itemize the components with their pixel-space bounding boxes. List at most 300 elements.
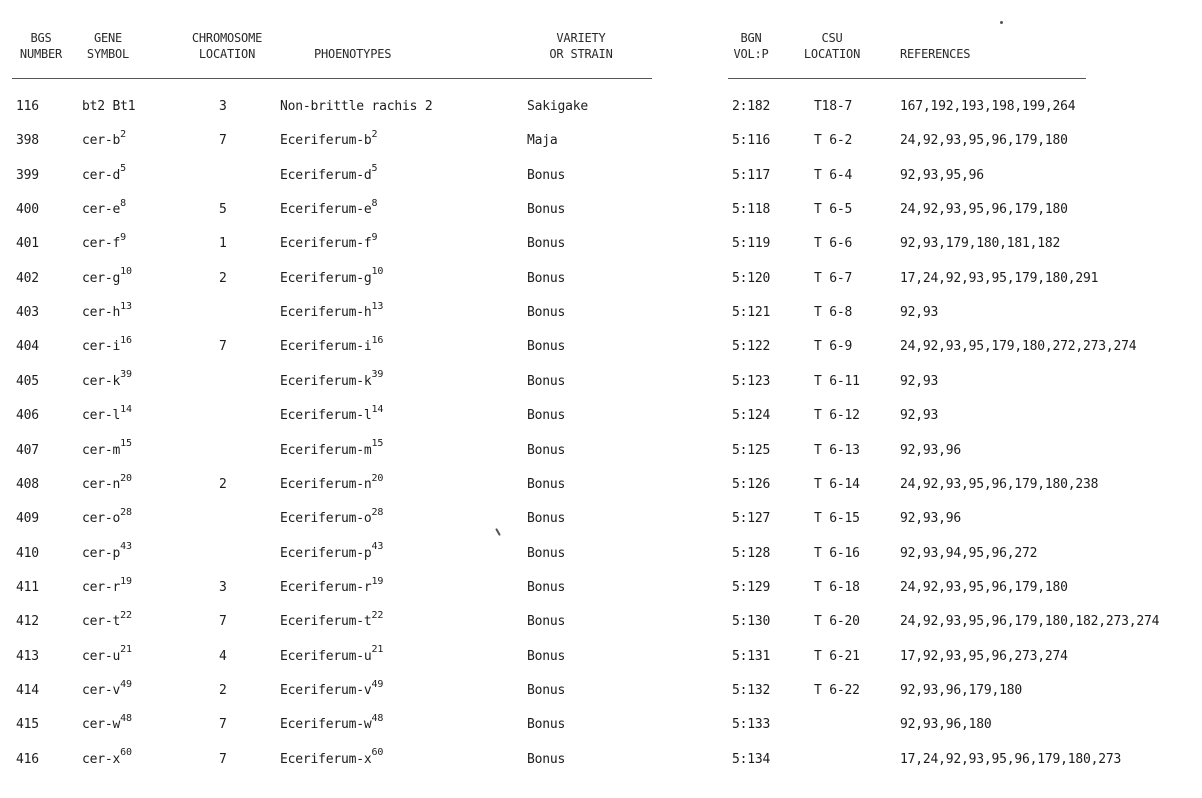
cell-references xyxy=(900,97,1075,117)
cell-bgs-number-text: 409 xyxy=(16,511,39,527)
cell-gene-symbol-superscript: 43 xyxy=(120,541,132,553)
cell-phenotype-superscript: 22 xyxy=(371,609,384,621)
cell-gene-symbol xyxy=(82,163,126,186)
cell-bgn-vol-p-text: 5:133 xyxy=(732,717,771,733)
cell-bgn-vol-p xyxy=(732,131,770,151)
table-row xyxy=(0,575,1202,612)
cell-phenotype-text: Eceriferum-k xyxy=(280,373,372,389)
cell-gene-symbol xyxy=(82,131,126,151)
table-row xyxy=(0,266,1202,303)
cell-csu-location xyxy=(814,337,852,357)
cell-chromosome-location xyxy=(219,715,227,735)
header-rule-left xyxy=(12,78,652,79)
cell-phenotype-superscript: 48 xyxy=(371,712,384,724)
cell-chromosome-location-text: 7 xyxy=(219,339,227,355)
cell-gene-symbol-text: cer-h xyxy=(82,305,121,321)
cell-references xyxy=(900,715,992,735)
cell-gene-symbol-text: cer-t xyxy=(82,614,121,630)
cell-bgs-number xyxy=(16,475,39,495)
cell-chromosome-location-text: 7 xyxy=(219,133,227,149)
cell-variety-text: Bonus xyxy=(527,682,566,698)
cell-phenotype xyxy=(280,747,384,770)
cell-references-text: 167,192,193,198,199,264 xyxy=(900,99,1076,114)
cell-phenotype-superscript: 2 xyxy=(371,129,378,141)
cell-phenotype-text: Eceriferum-i xyxy=(280,339,372,355)
cell-csu-location xyxy=(814,544,860,564)
cell-references xyxy=(900,131,1068,151)
cell-references xyxy=(900,372,938,392)
cell-csu-location-text: T 6-13 xyxy=(814,442,860,458)
cell-phenotype-superscript: 20 xyxy=(371,472,384,484)
cell-chromosome-location-text: 2 xyxy=(219,476,227,492)
cell-csu-location-text: T 6-15 xyxy=(814,511,860,527)
cell-variety xyxy=(527,441,565,461)
cell-bgs-number-text: 414 xyxy=(16,682,39,698)
cell-variety-text: Bonus xyxy=(527,614,566,630)
cell-variety xyxy=(527,200,565,220)
cell-bgn-vol-p xyxy=(732,647,770,667)
cell-variety xyxy=(527,406,565,426)
cell-gene-symbol-superscript: 49 xyxy=(120,678,132,690)
cell-references-text: 92,93 xyxy=(900,373,939,389)
cell-variety-text: Bonus xyxy=(527,648,566,664)
cell-csu-location xyxy=(814,269,852,289)
cell-bgs-number xyxy=(16,647,39,667)
cell-gene-symbol-text: cer-i xyxy=(82,339,121,355)
cell-gene-symbol-superscript: 14 xyxy=(120,403,132,415)
header-chromosome-location: CHROMOSOME LOCATION xyxy=(191,31,263,61)
cell-bgn-vol-p xyxy=(732,303,770,323)
cell-references-text: 92,93,96 xyxy=(900,511,962,527)
cell-variety xyxy=(527,715,565,735)
cell-variety-text: Bonus xyxy=(527,270,566,286)
cell-gene-symbol xyxy=(82,234,126,254)
cell-bgs-number xyxy=(16,681,39,701)
cell-chromosome-location xyxy=(219,612,227,632)
cell-phenotype-superscript: 43 xyxy=(371,541,384,553)
cell-phenotype-text: Eceriferum-h xyxy=(280,305,372,321)
cell-csu-location-text: T 6-20 xyxy=(814,614,860,630)
cell-gene-symbol-superscript: 9 xyxy=(120,232,126,244)
cell-csu-location-text: T 6-2 xyxy=(814,133,853,149)
cell-csu-location-text: T 6-12 xyxy=(814,408,860,424)
cell-phenotype xyxy=(280,438,384,461)
cell-bgs-number xyxy=(16,750,39,770)
cell-variety-text: Bonus xyxy=(527,373,566,389)
cell-csu-location xyxy=(814,578,860,598)
header-rule-right xyxy=(728,78,1086,79)
cell-phenotype-text: Eceriferum-p xyxy=(280,545,372,561)
cell-chromosome-location-text: 3 xyxy=(219,99,227,114)
cell-references xyxy=(900,303,938,323)
cell-gene-symbol-superscript: 13 xyxy=(120,300,132,312)
table-row xyxy=(0,369,1202,406)
cell-csu-location xyxy=(814,647,860,667)
cell-gene-symbol xyxy=(82,644,132,667)
cell-bgn-vol-p-text: 5:118 xyxy=(732,202,771,218)
table-row xyxy=(0,234,1202,268)
cell-gene-symbol xyxy=(82,506,132,529)
cell-gene-symbol-text: cer-m xyxy=(82,442,121,458)
cell-bgn-vol-p xyxy=(732,372,770,392)
cell-chromosome-location xyxy=(219,200,227,220)
cell-bgs-number-text: 403 xyxy=(16,305,39,321)
cell-csu-location-text: T 6-9 xyxy=(814,339,853,355)
cell-phenotype-superscript: 10 xyxy=(371,266,384,278)
cell-bgs-number-text: 411 xyxy=(16,579,39,595)
cell-bgn-vol-p-text: 5:128 xyxy=(732,545,771,561)
cell-csu-location-text: T 6-5 xyxy=(814,202,853,218)
cell-phenotype-superscript: 60 xyxy=(371,747,384,759)
cell-bgs-number xyxy=(16,131,39,151)
cell-chromosome-location-text: 2 xyxy=(219,682,227,698)
cell-gene-symbol xyxy=(82,300,132,323)
cell-phenotype xyxy=(280,266,384,289)
cell-bgn-vol-p-text: 5:121 xyxy=(732,305,771,321)
cell-variety-text: Bonus xyxy=(527,236,566,252)
cell-references-text: 24,92,93,95,96,179,180,238 xyxy=(900,476,1099,492)
cell-gene-symbol xyxy=(82,337,132,357)
cell-chromosome-location-text: 5 xyxy=(219,202,227,218)
cell-bgn-vol-p-text: 5:119 xyxy=(732,236,771,252)
cell-chromosome-location xyxy=(219,578,227,598)
cell-bgn-vol-p xyxy=(732,544,770,564)
cell-bgn-vol-p-text: 5:129 xyxy=(732,579,771,595)
cell-bgs-number xyxy=(16,97,39,117)
cell-gene-symbol xyxy=(82,197,126,220)
cell-csu-location-text: T 6-21 xyxy=(814,648,860,664)
table-row xyxy=(0,506,1202,543)
cell-phenotype xyxy=(280,678,384,701)
cell-bgn-vol-p-text: 5:134 xyxy=(732,751,771,767)
cell-bgs-number xyxy=(16,509,39,529)
cell-csu-location xyxy=(814,681,860,701)
cell-phenotype xyxy=(280,131,377,151)
cell-bgn-vol-p-text: 5:123 xyxy=(732,373,771,389)
cell-variety-text: Bonus xyxy=(527,511,566,527)
cell-variety xyxy=(527,166,565,186)
cell-phenotype-superscript: 21 xyxy=(371,644,384,656)
cell-phenotype-text: Non-brittle rachis 2 xyxy=(280,99,433,114)
cell-bgn-vol-p-text: 5:122 xyxy=(732,339,771,355)
cell-csu-location-text: T 6-22 xyxy=(814,682,860,698)
cell-phenotype xyxy=(280,472,384,495)
cell-bgn-vol-p-text: 5:132 xyxy=(732,682,771,698)
cell-variety-text: Bonus xyxy=(527,167,566,183)
cell-references xyxy=(900,441,961,461)
table-row xyxy=(0,337,1202,371)
cell-variety-text: Bonus xyxy=(527,545,566,561)
cell-gene-symbol-text: cer-x xyxy=(82,751,121,767)
header-csu-location: CSU LOCATION xyxy=(803,31,861,61)
cell-gene-symbol-text: cer-o xyxy=(82,511,121,527)
cell-phenotype-superscript: 49 xyxy=(371,678,384,690)
cell-bgn-vol-p xyxy=(732,612,770,632)
cell-gene-symbol xyxy=(82,438,132,461)
cell-phenotype-superscript: 5 xyxy=(371,163,378,175)
cell-gene-symbol-superscript: 60 xyxy=(120,747,132,759)
table-row xyxy=(0,472,1202,509)
cell-references xyxy=(900,475,1098,495)
cell-bgs-number xyxy=(16,337,39,357)
cell-references xyxy=(900,544,1037,564)
header-variety-or-strain: VARIETY OR STRAIN xyxy=(549,31,613,61)
cell-references xyxy=(900,750,1121,770)
cell-phenotype xyxy=(280,609,384,632)
cell-bgs-number xyxy=(16,612,39,632)
cell-gene-symbol-superscript: 5 xyxy=(120,163,126,175)
cell-references-text: 92,93,96,179,180 xyxy=(900,682,1023,698)
cell-bgn-vol-p xyxy=(732,406,770,426)
cell-variety xyxy=(527,97,588,117)
cell-variety-text: Bonus xyxy=(527,305,566,321)
table-row xyxy=(0,644,1202,681)
cell-csu-location xyxy=(814,131,852,151)
header-bgn-vol-p: BGN VOL:P xyxy=(733,31,769,61)
cell-variety xyxy=(527,612,565,632)
cell-chromosome-location xyxy=(219,269,227,289)
cell-variety-text: Maja xyxy=(527,133,558,149)
cell-bgn-vol-p xyxy=(732,475,770,495)
cell-references xyxy=(900,647,1068,667)
cell-references-text: 24,92,93,95,96,179,180 xyxy=(900,133,1068,149)
cell-references xyxy=(900,234,1060,254)
cell-bgs-number-text: 413 xyxy=(16,648,39,664)
cell-phenotype xyxy=(280,163,378,186)
cell-references-text: 92,93 xyxy=(900,305,939,321)
cell-bgn-vol-p xyxy=(732,97,770,117)
cell-bgs-number xyxy=(16,372,39,392)
header-references: REFERENCES xyxy=(900,47,971,61)
cell-variety-text: Bonus xyxy=(527,476,566,492)
cell-phenotype-text: Eceriferum-l xyxy=(280,408,372,424)
cell-gene-symbol-text: cer-n xyxy=(82,476,121,492)
cell-bgn-vol-p xyxy=(732,509,770,529)
cell-gene-symbol-superscript: 2 xyxy=(120,129,126,141)
cell-bgs-number-text: 400 xyxy=(16,202,39,218)
cell-chromosome-location-text: 7 xyxy=(219,751,227,767)
cell-gene-symbol xyxy=(82,712,132,735)
cell-gene-symbol-superscript: 48 xyxy=(120,712,132,724)
cell-gene-symbol xyxy=(82,609,132,632)
cell-phenotype-superscript: 8 xyxy=(371,197,378,209)
cell-references-text: 92,93 xyxy=(900,408,939,424)
header-bgs-number: BGS NUMBER xyxy=(19,31,63,61)
cell-phenotype-text: Eceriferum-x xyxy=(280,751,372,767)
cell-bgs-number xyxy=(16,715,39,735)
cell-chromosome-location-text: 7 xyxy=(219,717,227,733)
header-gene-symbol: GENE SYMBOL xyxy=(86,31,130,61)
cell-variety xyxy=(527,303,565,323)
cell-gene-symbol-text: cer-u xyxy=(82,648,121,664)
cell-variety xyxy=(527,475,565,495)
cell-gene-symbol xyxy=(82,369,132,392)
cell-bgs-number-text: 410 xyxy=(16,545,39,561)
cell-gene-symbol xyxy=(82,678,132,701)
cell-variety-text: Bonus xyxy=(527,579,566,595)
cell-bgs-number-text: 407 xyxy=(16,442,39,458)
cell-gene-symbol-text: cer-l xyxy=(82,408,121,424)
cell-bgn-vol-p-text: 5:120 xyxy=(732,270,771,286)
cell-bgn-vol-p xyxy=(732,750,770,770)
cell-chromosome-location xyxy=(219,681,227,701)
cell-bgn-vol-p-text: 5:131 xyxy=(732,648,771,664)
cell-bgs-number-text: 404 xyxy=(16,339,39,355)
cell-csu-location-text: T 6-16 xyxy=(814,545,860,561)
header-phenotypes: PHOENOTYPES xyxy=(314,47,392,61)
cell-csu-location-text: T 6-18 xyxy=(814,579,860,595)
cell-phenotype xyxy=(280,541,384,564)
cell-gene-symbol xyxy=(82,747,132,770)
cell-gene-symbol-superscript: 16 xyxy=(120,335,132,347)
cell-references-text: 17,24,92,93,95,96,179,180,273 xyxy=(900,751,1122,767)
cell-gene-symbol-text: cer-p xyxy=(82,545,121,561)
cell-gene-symbol-superscript: 21 xyxy=(120,644,132,656)
table-row xyxy=(0,403,1202,440)
cell-bgs-number-text: 116 xyxy=(16,99,39,114)
cell-phenotype-text: Eceriferum-b xyxy=(280,133,372,149)
cell-chromosome-location-text: 1 xyxy=(219,236,227,252)
cell-gene-symbol xyxy=(82,575,132,598)
cell-phenotype xyxy=(280,506,384,529)
cell-chromosome-location xyxy=(219,234,227,254)
cell-bgs-number-text: 412 xyxy=(16,614,39,630)
cell-bgn-vol-p-text: 5:124 xyxy=(732,408,771,424)
cell-chromosome-location-text: 7 xyxy=(219,614,227,630)
cell-gene-symbol-text: cer-r xyxy=(82,579,121,595)
table-row xyxy=(0,712,1202,749)
cell-variety xyxy=(527,372,565,392)
cell-phenotype-superscript: 9 xyxy=(371,232,378,244)
cell-bgn-vol-p xyxy=(732,269,770,289)
cell-variety xyxy=(527,750,565,770)
cell-bgs-number xyxy=(16,200,39,220)
table-row xyxy=(0,300,1202,337)
cell-csu-location-text: T18-7 xyxy=(814,99,853,114)
cell-phenotype-text: Eceriferum-f xyxy=(280,236,372,252)
cell-references-text: 92,93,96 xyxy=(900,442,962,458)
cell-variety-text: Bonus xyxy=(527,751,566,767)
cell-phenotype-text: Eceriferum-g xyxy=(280,270,372,286)
cell-references xyxy=(900,509,961,529)
cell-variety xyxy=(527,509,565,529)
cell-bgn-vol-p-text: 5:130 xyxy=(732,614,771,630)
cell-phenotype-text: Eceriferum-o xyxy=(280,511,372,527)
cell-phenotype-superscript: 28 xyxy=(371,506,384,518)
cell-references-text: 17,24,92,93,95,179,180,291 xyxy=(900,270,1099,286)
cell-references xyxy=(900,406,938,426)
cell-csu-location xyxy=(814,303,852,323)
cell-variety-text: Bonus xyxy=(527,408,566,424)
cell-bgs-number-text: 406 xyxy=(16,408,39,424)
cell-bgs-number xyxy=(16,234,39,254)
cell-bgs-number-text: 401 xyxy=(16,236,39,252)
cell-chromosome-location xyxy=(219,647,227,667)
cell-bgs-number-text: 408 xyxy=(16,476,39,492)
cell-gene-symbol-superscript: 15 xyxy=(120,438,132,450)
cell-csu-location xyxy=(814,441,860,461)
cell-references xyxy=(900,269,1098,289)
cell-csu-location-text: T 6-6 xyxy=(814,236,853,252)
cell-variety xyxy=(527,131,558,151)
cell-bgs-number xyxy=(16,578,39,598)
cell-gene-symbol-text: cer-g xyxy=(82,270,121,286)
table-row xyxy=(0,678,1202,715)
cell-variety-text: Bonus xyxy=(527,339,566,355)
cell-phenotype-text: Eceriferum-t xyxy=(280,614,372,630)
cell-chromosome-location xyxy=(219,337,227,357)
cell-phenotype-text: Eceriferum-n xyxy=(280,476,372,492)
cell-gene-symbol xyxy=(82,266,132,289)
cell-variety-text: Sakigake xyxy=(527,99,589,114)
cell-gene-symbol-text: cer-v xyxy=(82,682,121,698)
cell-gene-symbol-superscript: 20 xyxy=(120,472,132,484)
cell-gene-symbol-superscript: 28 xyxy=(120,506,132,518)
cell-chromosome-location-text: 4 xyxy=(219,648,227,664)
cell-csu-location-text: T 6-11 xyxy=(814,373,860,389)
cell-variety-text: Bonus xyxy=(527,717,566,733)
cell-phenotype-superscript: 14 xyxy=(371,403,384,415)
cell-phenotype-superscript: 19 xyxy=(371,575,384,587)
cell-references-text: 92,93,95,96 xyxy=(900,167,984,183)
cell-bgn-vol-p xyxy=(732,578,770,598)
cell-csu-location xyxy=(814,234,852,254)
cell-gene-symbol xyxy=(82,97,135,117)
cell-csu-location xyxy=(814,406,860,426)
cell-references-text: 24,92,93,95,96,179,180 xyxy=(900,202,1068,218)
cell-bgn-vol-p xyxy=(732,441,770,461)
cell-chromosome-location xyxy=(219,131,227,151)
cell-phenotype xyxy=(280,197,378,220)
table-row xyxy=(0,197,1202,234)
cell-csu-location-text: T 6-8 xyxy=(814,305,853,321)
cell-gene-symbol-text: bt2 Bt1 xyxy=(82,99,136,114)
cell-phenotype-text: Eceriferum-r xyxy=(280,579,372,595)
cell-bgs-number-text: 405 xyxy=(16,373,39,389)
cell-references-text: 24,92,93,95,96,179,180,182,273,274 xyxy=(900,614,1160,630)
cell-variety xyxy=(527,647,565,667)
cell-bgs-number xyxy=(16,303,39,323)
cell-phenotype xyxy=(280,575,384,598)
cell-bgs-number-text: 399 xyxy=(16,167,39,183)
cell-bgn-vol-p xyxy=(732,337,770,357)
table-row xyxy=(0,541,1202,578)
cell-phenotype-text: Eceriferum-w xyxy=(280,717,372,733)
cell-bgs-number-text: 415 xyxy=(16,717,39,733)
cell-phenotype-superscript: 16 xyxy=(371,335,384,347)
cell-phenotype-text: Eceriferum-u xyxy=(280,648,372,664)
cell-phenotype xyxy=(280,712,384,735)
cell-gene-symbol-superscript: 39 xyxy=(120,369,132,381)
cell-gene-symbol-text: cer-k xyxy=(82,373,121,389)
cell-references xyxy=(900,166,984,186)
cell-csu-location xyxy=(814,612,860,632)
cell-references xyxy=(900,578,1068,598)
table-row xyxy=(0,163,1202,200)
cell-csu-location xyxy=(814,97,852,117)
cell-phenotype-text: Eceriferum-e xyxy=(280,202,372,218)
cell-chromosome-location xyxy=(219,97,227,117)
cell-references xyxy=(900,337,1136,357)
cell-references-text: 92,93,179,180,181,182 xyxy=(900,236,1061,252)
cell-references-text: 24,92,93,95,179,180,272,273,274 xyxy=(900,339,1137,355)
cell-bgn-vol-p xyxy=(732,166,770,186)
cell-chromosome-location xyxy=(219,750,227,770)
cell-csu-location-text: T 6-7 xyxy=(814,270,853,286)
cell-phenotype xyxy=(280,97,433,117)
cell-csu-location xyxy=(814,200,852,220)
cell-chromosome-location xyxy=(219,475,227,495)
